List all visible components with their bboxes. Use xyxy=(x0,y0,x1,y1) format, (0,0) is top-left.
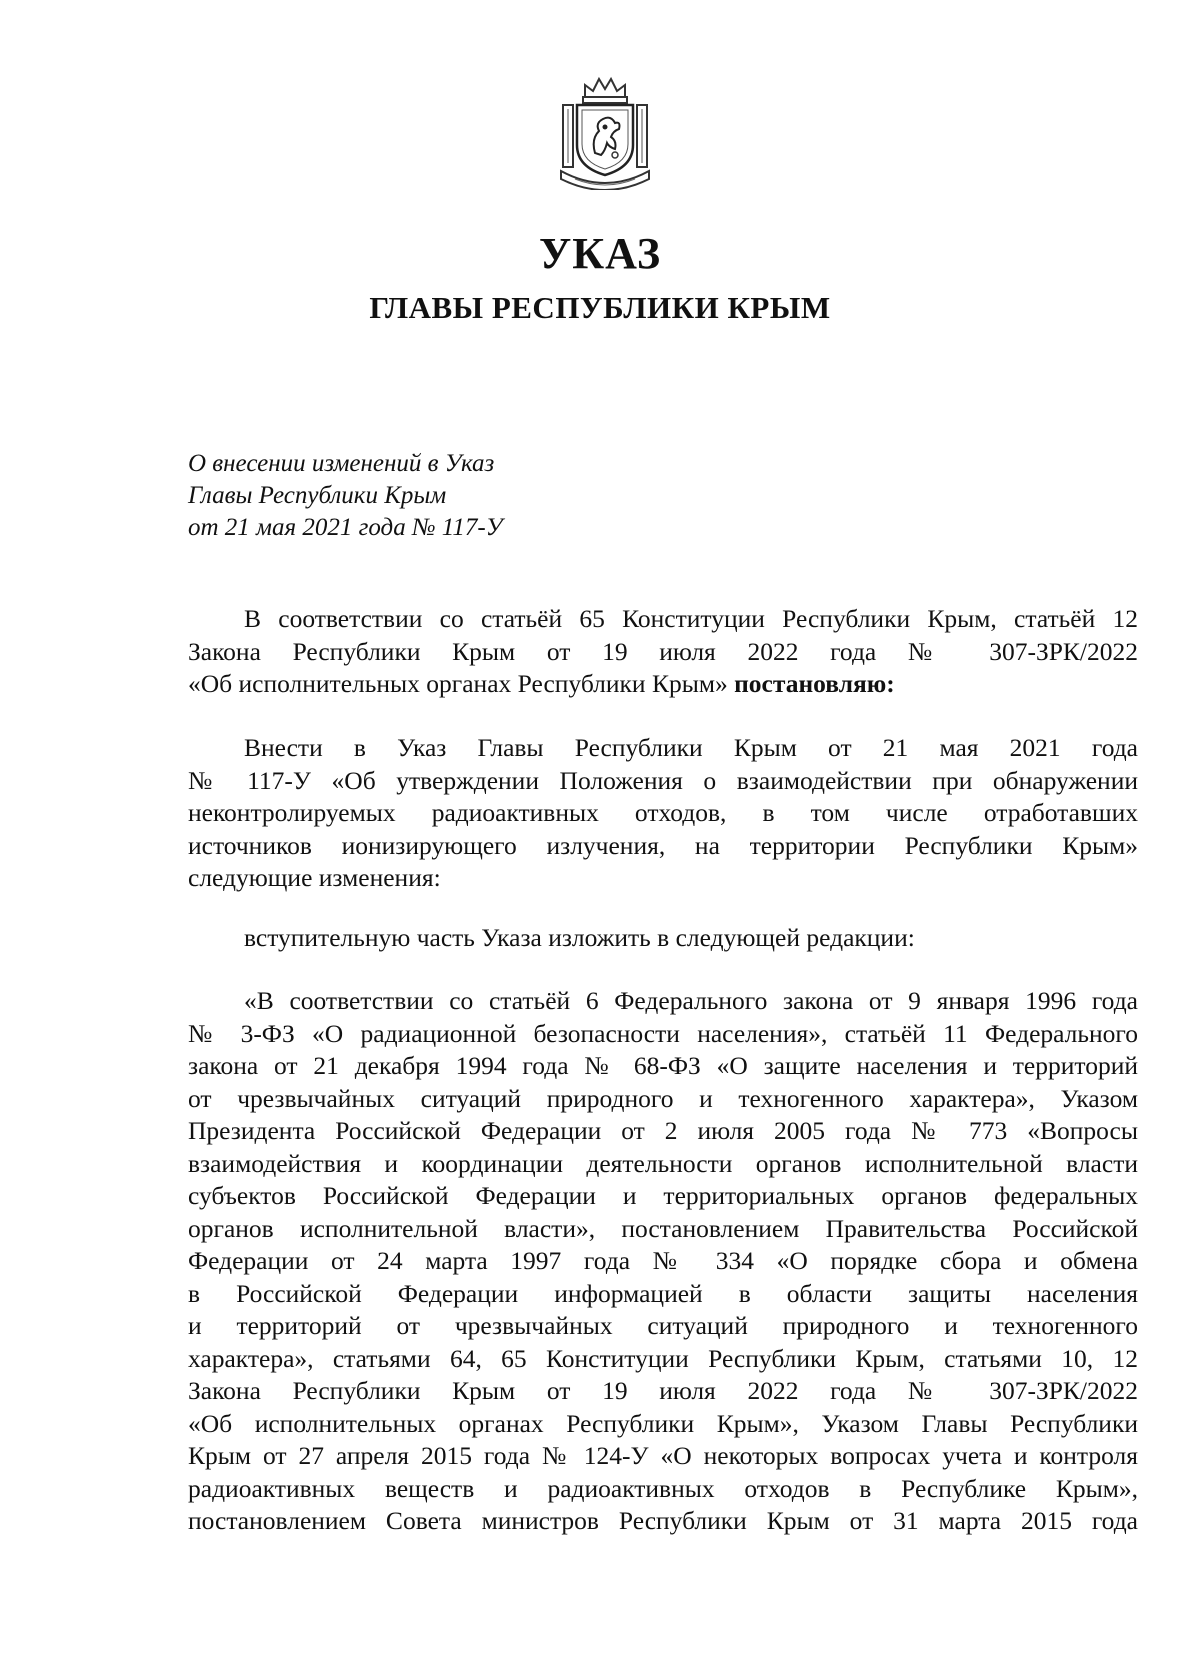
text-line: Внести в Указ Главы Республики Крым от 21 мая 2021 года xyxy=(244,733,1138,762)
text-line: неконтролируемых радиоактивных отходов, в том числе отработавших xyxy=(188,798,1138,827)
subject-line: Главы Республики Крым xyxy=(188,482,447,509)
decree-word: постановляю: xyxy=(734,669,895,698)
page-subtitle: ГЛАВЫ РЕСПУБЛИКИ КРЫМ xyxy=(369,290,831,325)
text-line: взаимодействия и координации деятельности органов исполнительной власти xyxy=(188,1148,1138,1178)
text-line: радиоактивных веществ и радиоактивных отходов в Республике Крым», xyxy=(188,1473,1138,1503)
text-line: в Российской Федерации информацией в области защиты населения xyxy=(188,1278,1138,1308)
text-line xyxy=(188,668,1138,701)
text-line: от чрезвычайных ситуаций природного и техногенного характера», Указом xyxy=(188,1083,1138,1113)
text-line: постановлением Совета министров Республики Крым от 31 марта 2015 года xyxy=(188,1506,1138,1535)
text-line: источников ионизирующего излучения, на территории Республики Крым» xyxy=(188,830,1138,860)
crimea-coat-of-arms-icon xyxy=(555,75,655,190)
text-line: В соответствии со статьёй 65 Конституции Республики Крым, статьёй 12 xyxy=(244,604,1138,633)
text-line: Закона Республики Крым от 19 июля 2022 года № 307-ЗРК/2022 xyxy=(188,636,1138,666)
text-line: характера», статьями 64, 65 Конституции Республики Крым, статьями 10, 12 xyxy=(188,1343,1138,1373)
text-line: Крым от 27 апреля 2015 года № 124-У «О некоторых вопросах учета и контроля xyxy=(188,1441,1138,1470)
text-line: Закона Республики Крым от 19 июля 2022 года № 307-ЗРК/2022 xyxy=(188,1376,1138,1405)
preamble-paragraph xyxy=(188,603,1138,701)
text-line: органов исполнительной власти», постановлением Правительства Российской xyxy=(188,1213,1138,1243)
text-line: «В соответствии со статьёй 6 Федерального закона от 9 января 1996 года xyxy=(244,986,1138,1015)
text-line: вступительную часть Указа изложить в следующей редакции: xyxy=(244,923,915,952)
text-line: субъектов Российской Федерации и территориальных органов федеральных xyxy=(188,1181,1138,1210)
text-line: следующие изменения: xyxy=(188,863,441,892)
quoted-paragraph xyxy=(188,985,1138,1538)
page-title: УКАЗ xyxy=(538,229,662,278)
text-fragment: «Об исполнительных органах Республики Крым» xyxy=(188,669,728,698)
subject-line: от 21 мая 2021 года № 117-У xyxy=(188,514,503,541)
text-line: № 117-У «Об утверждении Положения о взаимодействии при обнаружении xyxy=(188,765,1138,795)
text-line: Федерации от 24 марта 1997 года № 334 «О порядке сбора и обмена xyxy=(188,1246,1138,1275)
document-subject xyxy=(188,448,503,544)
text-line: и территорий от чрезвычайных ситуаций природного и техногенного xyxy=(188,1311,1138,1340)
instruction-paragraph xyxy=(188,922,1138,955)
text-line: № 3-ФЗ «О радиационной безопасности населения», статьёй 11 Федерального xyxy=(188,1018,1138,1048)
text-line: «Об исполнительных органах Республики Крым», Указом Главы Республики xyxy=(188,1408,1138,1438)
text-line: Президента Российской Федерации от 2 июля 2005 года № 773 «Вопросы xyxy=(188,1116,1138,1145)
amendment-paragraph xyxy=(188,732,1138,895)
subject-line: О внесении изменений в Указ xyxy=(188,450,495,477)
text-line: закона от 21 декабря 1994 года № 68-ФЗ «О защите населения и территорий xyxy=(188,1051,1138,1080)
